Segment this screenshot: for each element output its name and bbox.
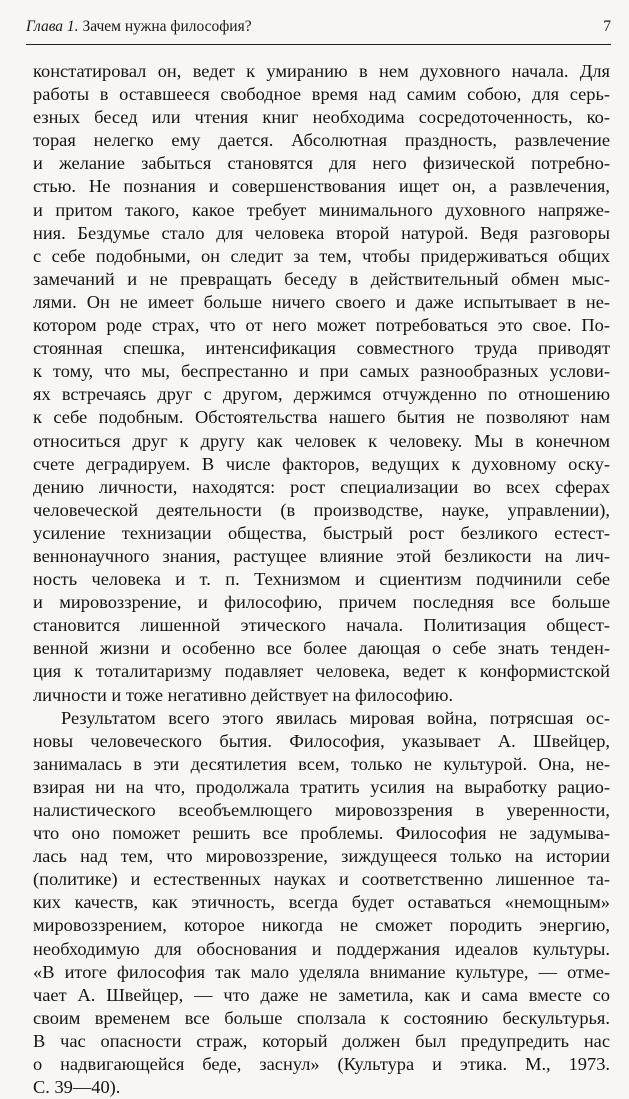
text-line: налистического всеобъемлющего мировоззрения в уверенности,: [33, 800, 610, 820]
text-line: чает А. Швейцер, — что даже не заметила, как и сама вместе со: [33, 984, 610, 1005]
text-line: Результатом всего этого явилась мировая война, потрясшая ос-: [61, 707, 610, 728]
text-line: относиться друг к другу как человек к человеку. Мы в конечном: [33, 430, 610, 451]
text-line: и мировоззрение, и философию, причем последняя все больше: [33, 592, 610, 613]
text-line: к тому, что мы, беспрестанно и при самых разнообразных услови-: [33, 361, 610, 382]
text-line: стоянная спешка, интенсификация совместного труда приводят: [33, 338, 610, 359]
text-line: венной жизни и особенно все более дающая о себе знать тенден-: [33, 638, 610, 659]
text-line: становится лишенной этического начала. Политизация общест-: [33, 615, 610, 636]
text-line: и притом такого, какое требует минимального духовного напряже-: [33, 199, 610, 220]
text-line: своим временем все больше сползала к состоянию бескультурья.: [33, 1007, 610, 1028]
text-line: лась над тем, что мировоззрение, зиждущееся только на истории: [33, 846, 610, 867]
text-line: с себе подобными, он следит за тем, чтобы придерживаться общих: [33, 245, 610, 266]
text-line: работы в оставшееся свободное время над самим собою, для серь-: [33, 84, 610, 105]
text-line: веннонаучного знания, растущее влияние этой безликости на лич-: [33, 545, 610, 566]
text-line: к себе подобным. Обстоятельства нашего бытия не позволяют нам: [33, 407, 610, 428]
paragraph-2: [33, 707, 610, 1099]
text-line: ния. Бездумье стало для человека второй натурой. Ведя разговоры: [33, 222, 610, 243]
text-line: ция к тоталитаризму подавляет человека, ведет к конформистской: [33, 661, 610, 682]
text-line: ность человека и т. п. Технизмом и сциентизм подчинили себе: [33, 569, 610, 590]
text-line: человеческой деятельности (в производстве, науке, управлении),: [33, 499, 610, 520]
text-line: стью. Не познания и совершенствования ищет он, а развлечения,: [33, 176, 610, 197]
text-line: занималась в эти десятилетия всем, только не культурой. Она, не-: [33, 753, 610, 774]
text-line: необходимую для обоснования и поддержания идеалов культуры.: [33, 938, 610, 959]
text-line: котором роде страх, что от него может потребоваться это свое. По-: [33, 315, 610, 336]
text-line: счете деградируем. В числе факторов, ведущих к духовному оску-: [33, 453, 610, 474]
body-text: [33, 60, 610, 1099]
text-line: что оно поможет решить все проблемы. Философия не задумыва-: [33, 823, 610, 844]
chapter-heading: [26, 18, 252, 36]
text-line: взирая ни на что, продолжала тратить усилия на выработку рацио-: [33, 776, 610, 797]
text-line: усиление технизации общества, быстрый рост безликого естест-: [33, 522, 610, 543]
text-line: мировоззрением, которое никогда не сможет породить энергию,: [33, 915, 610, 936]
text-line: личности и тоже негативно действует на философию.: [33, 684, 454, 705]
text-line: о надвигающейся беде, заснул» (Культура и этика. М., 1973.: [33, 1054, 610, 1075]
text-line: (политике) и естественных науках и соответственно лишенное та-: [33, 869, 610, 890]
text-line: новы человеческого бытия. Философия, указывает А. Швейцер,: [33, 730, 610, 751]
text-line: замечаний и не превращать беседу в действительный обмен мыс-: [33, 268, 610, 289]
chapter-title: Зачем нужна философия?: [82, 18, 252, 35]
running-head: [26, 18, 611, 40]
text-line: езных бесед или чтения книг необходима сосредоточенность, ко-: [33, 107, 610, 128]
header-rule: [26, 44, 611, 45]
text-line: дению личности, находятся: рост специализации во всех сферах: [33, 476, 610, 497]
text-line: ких качеств, как этичность, всегда будет оставаться «немощным»: [33, 892, 610, 913]
text-line: В час опасности страж, который должен был предупредить нас: [33, 1030, 610, 1051]
paragraph-1: [33, 60, 610, 707]
text-line: торая нелегко ему дается. Абсолютная праздность, развлечение: [33, 130, 610, 151]
text-line: С. 39—40).: [33, 1077, 121, 1098]
text-line: «В итоге философия так мало уделяла внимание культуре, — отме-: [33, 961, 610, 982]
text-line: ях встречаясь друг с другом, держимся отчужденно по отношению: [33, 384, 610, 405]
chapter-label: Глава 1.: [26, 18, 79, 35]
text-line: констатировал он, ведет к умиранию в нем духовного начала. Для: [33, 61, 610, 81]
page-number: 7: [603, 18, 611, 35]
text-line: лями. Он не имеет больше ничего своего и даже испытывает в не-: [33, 291, 610, 312]
text-line: и желание забыться становятся для него физической потребно-: [33, 153, 610, 174]
